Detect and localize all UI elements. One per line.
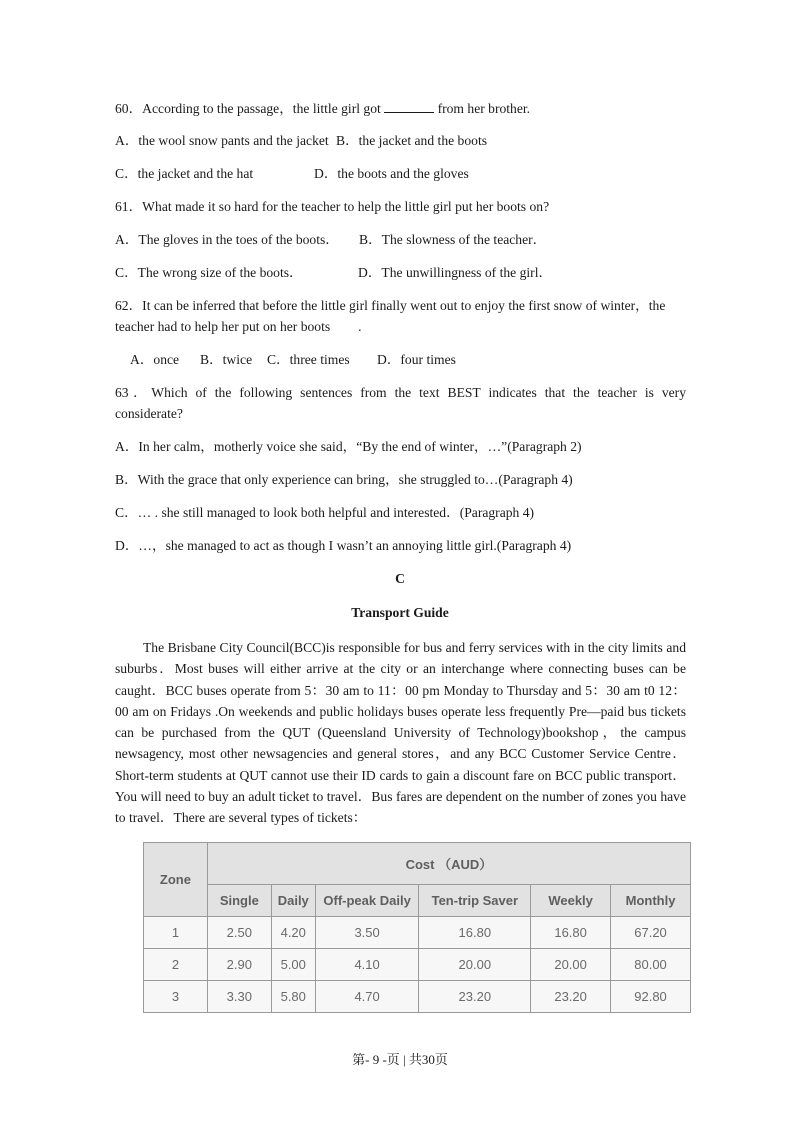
question-60-stem-before: 60．According to the passage，the little girl got: [115, 101, 385, 116]
fare-cell: 80.00: [611, 949, 691, 981]
fare-cell: 23.20: [419, 981, 531, 1013]
question-60-stem: [115, 100, 530, 117]
column-header: Monthly: [611, 885, 691, 917]
option-d: D．The unwillingness of the girl．: [358, 265, 553, 280]
fare-cell: 20.00: [419, 949, 531, 981]
passage-paragraph: The Brisbane City Council(BCC)is responsible for bus and ferry services with in the city limits and suburbs．Most buses will either arrive at the city or an interchange where connecting buses can be caught．BCC buses operate from 5：30 am to 11：00 pm Monday to Thursday and 5：30 am t0 12：00 am on Fridays .On weekends and public holidays buses operate less frequently Pre—paid bus tickets can be purchased from the QUT (Queensland University of Technology)bookshop，the campus newsagency, most other newsagencies and general stores，and any BCC Customer Service Centre．Short-term students at QUT cannot use their ID cards to gain a discount fare on BCC public transport．You will need to buy an adult ticket to travel．Bus fares are dependent on the number of zones you have to travel．There are several types of tickets：: [115, 640, 686, 826]
column-header: Weekly: [531, 885, 611, 917]
zone-cell: 3: [144, 981, 208, 1013]
zone-cell: 2: [144, 949, 208, 981]
cost-header: Cost （AUD）: [207, 843, 690, 885]
column-header: Ten-trip Saver: [419, 885, 531, 917]
option-c: C．the jacket and the hat: [115, 166, 254, 181]
fare-cell: 3.30: [207, 981, 271, 1013]
question-63-stem-line2: considerate?: [115, 406, 183, 421]
option-b: B．the jacket and the boots: [336, 133, 488, 148]
fare-cell: 16.80: [419, 917, 531, 949]
section-letter: C: [395, 571, 405, 586]
answer-blank: [384, 100, 434, 113]
fare-cell: 20.00: [531, 949, 611, 981]
fare-cell: 23.20: [531, 981, 611, 1013]
question-62-stem-line1: 62．It can be inferred that before the little girl finally went out to enjoy the first snow of winter，the: [115, 298, 666, 313]
page-footer: 第- 9 -页 | 共30页: [352, 1052, 448, 1067]
option-c: C．three times: [267, 352, 350, 367]
fare-table: [143, 842, 691, 1013]
question-62-stem-line2-end: .: [358, 319, 362, 334]
question-60-stem-after: from her brother.: [434, 101, 531, 116]
fare-cell: 2.50: [207, 917, 271, 949]
table-row: [144, 917, 691, 949]
fare-cell: 5.00: [271, 949, 315, 981]
option-a: A．the wool snow pants and the jacket: [115, 133, 329, 148]
question-61-stem: 61．What made it so hard for the teacher to help the little girl put her boots on?: [115, 199, 550, 214]
fare-cell: 92.80: [611, 981, 691, 1013]
option-c: C．… . she still managed to look both helpful and interested．(Paragraph 4): [115, 505, 535, 520]
table-row: [144, 981, 691, 1013]
column-header: Single: [207, 885, 271, 917]
question-63-stem-line1: 63．Which of the following sentences from the text BEST indicates that the teacher is very: [115, 385, 686, 400]
table-row: [144, 949, 691, 981]
option-b: B．With the grace that only experience can bring，she struggled to…(Paragraph 4): [115, 472, 573, 487]
option-a: A．The gloves in the toes of the boots．: [115, 232, 339, 247]
option-b: B．The slowness of the teacher．: [359, 232, 547, 247]
fare-cell: 4.20: [271, 917, 315, 949]
fare-cell: 3.50: [315, 917, 419, 949]
option-c: C．The wrong size of the boots．: [115, 265, 303, 280]
fare-cell: 16.80: [531, 917, 611, 949]
option-d: D．four times: [377, 352, 456, 367]
option-b: B．twice: [200, 352, 253, 367]
option-d: D．…，she managed to act as though I wasn’t an annoying little girl.(Paragraph 4): [115, 538, 572, 553]
option-a: A．once: [130, 352, 180, 367]
zone-cell: 1: [144, 917, 208, 949]
option-a: A．In her calm，motherly voice she said，“By the end of winter，…”(Paragraph 2): [115, 439, 582, 454]
section-title: Transport Guide: [351, 605, 449, 620]
column-header: Off-peak Daily: [315, 885, 419, 917]
fare-table-image: [143, 842, 691, 1012]
question-62-stem-line2-text: teacher had to help her put on her boots: [115, 319, 331, 334]
question-62-stem-line2: [115, 319, 362, 335]
fare-cell: 2.90: [207, 949, 271, 981]
fare-cell: 4.70: [315, 981, 419, 1013]
column-header: Daily: [271, 885, 315, 917]
fare-cell: 5.80: [271, 981, 315, 1013]
zone-header: Zone: [144, 843, 208, 917]
option-d: D．the boots and the gloves: [314, 166, 469, 181]
fare-cell: 67.20: [611, 917, 691, 949]
fare-cell: 4.10: [315, 949, 419, 981]
